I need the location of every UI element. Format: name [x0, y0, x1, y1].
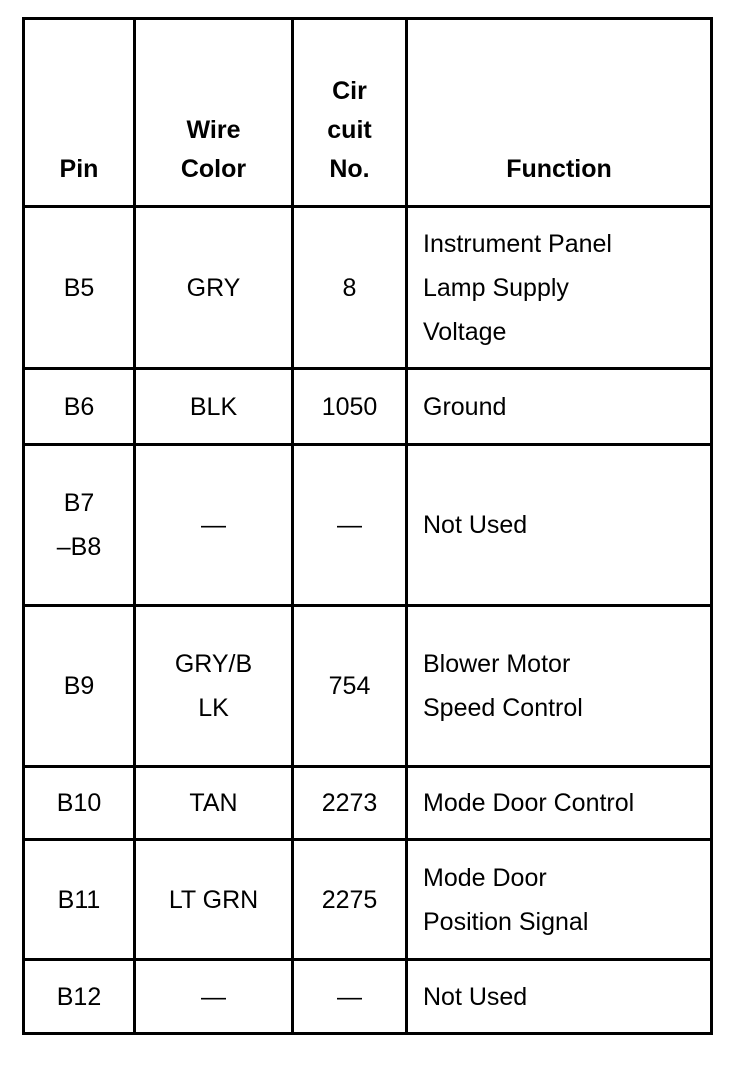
- pin-cell: [24, 369, 135, 445]
- header-wire-color-line: Wire: [186, 116, 241, 144]
- wire-color-value: —: [201, 982, 226, 1011]
- header-pin-text: Pin: [59, 155, 99, 183]
- connector-pinout-table: [22, 17, 713, 1035]
- circuit-value: 8: [342, 273, 357, 302]
- wire-color-value: TAN: [189, 789, 238, 817]
- wire-color-cell: [135, 840, 293, 960]
- wire-color-cell: [135, 207, 293, 369]
- pin-cell: [24, 445, 135, 606]
- pin-cell: [24, 840, 135, 960]
- wire-color-value: LK: [198, 694, 229, 722]
- function-line: Speed Control: [423, 694, 583, 722]
- pin-cell: [24, 606, 135, 767]
- function-cell: [407, 840, 712, 960]
- wire-color-cell: [135, 606, 293, 767]
- circuit-cell: [293, 445, 407, 606]
- circuit-cell: [293, 840, 407, 960]
- function-cell: [407, 207, 712, 369]
- wire-color-cell: [135, 445, 293, 606]
- function-cell: [407, 767, 712, 840]
- table-row: [24, 445, 712, 606]
- function-cell: [407, 369, 712, 445]
- wire-color-cell: [135, 960, 293, 1034]
- table-row: [24, 960, 712, 1034]
- circuit-cell: [293, 207, 407, 369]
- function-line: Ground: [423, 392, 507, 421]
- wire-color-value: GRY: [186, 273, 241, 302]
- table-row: [24, 606, 712, 767]
- pin-value: B5: [63, 273, 95, 302]
- header-wire-color-line: Color: [180, 155, 247, 183]
- pin-value: B10: [56, 789, 102, 817]
- header-circuit-no-line: No.: [329, 155, 370, 183]
- pin-cell: [24, 960, 135, 1034]
- pin-value: B6: [63, 392, 95, 421]
- circuit-value: 754: [328, 672, 371, 700]
- pin-value: B7: [63, 489, 95, 517]
- wire-color-cell: [135, 369, 293, 445]
- circuit-cell: [293, 369, 407, 445]
- wire-color-value: LT GRN: [168, 885, 259, 914]
- header-function: [407, 19, 712, 207]
- wire-color-value: BLK: [189, 392, 238, 421]
- header-circuit-no-line: Cir: [332, 77, 367, 105]
- function-line: Voltage: [423, 317, 507, 346]
- pin-value: B12: [56, 982, 102, 1011]
- function-cell: [407, 445, 712, 606]
- header-function-text: Function: [506, 155, 612, 183]
- wire-color-cell: [135, 767, 293, 840]
- table-row: [24, 767, 712, 840]
- table-row: [24, 207, 712, 369]
- wire-color-value: —: [201, 511, 226, 539]
- function-line: Mode Door Control: [423, 789, 635, 817]
- circuit-value: —: [337, 982, 362, 1011]
- wire-color-value: GRY/B: [174, 650, 253, 678]
- table-row: [24, 369, 712, 445]
- pin-cell: [24, 767, 135, 840]
- function-cell: [407, 960, 712, 1034]
- pin-value: B11: [57, 885, 101, 914]
- circuit-value: 2275: [321, 885, 378, 914]
- function-line: Mode Door: [423, 863, 547, 892]
- pin-value: –B8: [56, 533, 102, 561]
- circuit-value: 2273: [321, 789, 378, 817]
- circuit-value: —: [337, 511, 362, 539]
- header-circuit-no-line: cuit: [327, 116, 372, 144]
- pin-cell: [24, 207, 135, 369]
- function-line: Not Used: [423, 982, 528, 1011]
- table-header-row: [24, 19, 712, 207]
- pin-value: B9: [63, 672, 95, 700]
- header-wire-color: [135, 19, 293, 207]
- circuit-cell: [293, 767, 407, 840]
- function-line: Instrument Panel: [423, 229, 612, 258]
- circuit-value: 1050: [321, 392, 378, 421]
- function-line: Position Signal: [423, 907, 589, 936]
- function-line: Not Used: [423, 511, 528, 539]
- circuit-cell: [293, 606, 407, 767]
- header-circuit-no: [293, 19, 407, 207]
- table-row: [24, 840, 712, 960]
- function-line: Blower Motor: [423, 650, 571, 678]
- header-pin: [24, 19, 135, 207]
- function-cell: [407, 606, 712, 767]
- circuit-cell: [293, 960, 407, 1034]
- function-line: Lamp Supply: [423, 273, 569, 302]
